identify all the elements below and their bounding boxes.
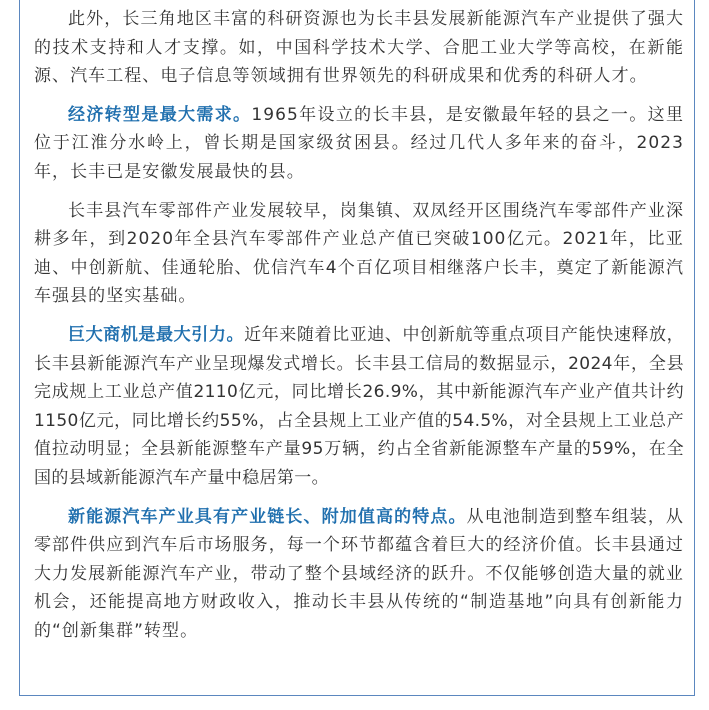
paragraph-research-resources <box>34 5 684 91</box>
article-body <box>34 5 684 645</box>
paragraph-highlight: 新能源汽车产业具有产业链长、附加值高的特点。 <box>68 506 467 527</box>
paragraph-text: 长丰县汽车零部件产业发展较早，岗集镇、双凤经开区围绕汽车零部件产业深耕多年，到2020年全县汽车零部件产业总产值已突破100亿元。2021年，比亚迪、中创新航、佳通轮胎、优信汽车4个百亿项目相继落户长丰，奠定了新能源汽车强县的坚实基础。 <box>34 200 684 307</box>
paragraph-economic-transformation <box>34 101 684 187</box>
paragraph-text: 此外，长三角地区丰富的科研资源也为长丰县发展新能源汽车产业提供了强大的技术支持和人才支撑。如，中国科学技术大学、合肥工业大学等高校，在新能源、汽车工程、电子信息等领域拥有世界领先的科研成果和优秀的科研人才。 <box>34 9 684 87</box>
paragraph-highlight: 经济转型是最大需求。 <box>68 104 252 125</box>
paragraph-industry-chain <box>34 503 684 646</box>
paragraph-text: 1965年设立的长丰县，是安徽最年轻的县之一。这里位于江淮分水岭上，曾长期是国家级贫困县。经过几代人多年来的奋斗，2023年，长丰已是安徽发展最快的县。 <box>34 104 685 182</box>
paragraph-text: 从电池制造到整车组装，从零部件供应到汽车后市场服务，每一个环节都蕴含着巨大的经济价值。长丰县通过大力发展新能源汽车产业，带动了整个县域经济的跃升。不仅能够创造大量的就业机会，还能提高地方财政收入，推动长丰县从传统的“制造基地”向具有创新能力的“创新集群”转型。 <box>34 506 684 641</box>
paragraph-text: 近年来随着比亚迪、中创新航等重点项目产能快速释放，长丰县新能源汽车产业呈现爆发式增长。长丰县工信局的数据显示，2024年，全县完成规上工业总产值2110亿元，同比增长26.9%，其中新能源汽车产业产值共计约1150亿元，同比增长约55%，占全县规上工业产值的54.5%，对全县规上工业总产值拉动明显；全县新能源整车产量95万辆，约占全省新能源整车产量的59%，在全国的县域新能源汽车产量中稳居第一。 <box>34 324 685 488</box>
paragraph-highlight: 巨大商机是最大引力。 <box>68 324 245 345</box>
paragraph-business-opportunity <box>34 321 684 493</box>
paragraph-auto-parts-industry <box>34 197 684 311</box>
